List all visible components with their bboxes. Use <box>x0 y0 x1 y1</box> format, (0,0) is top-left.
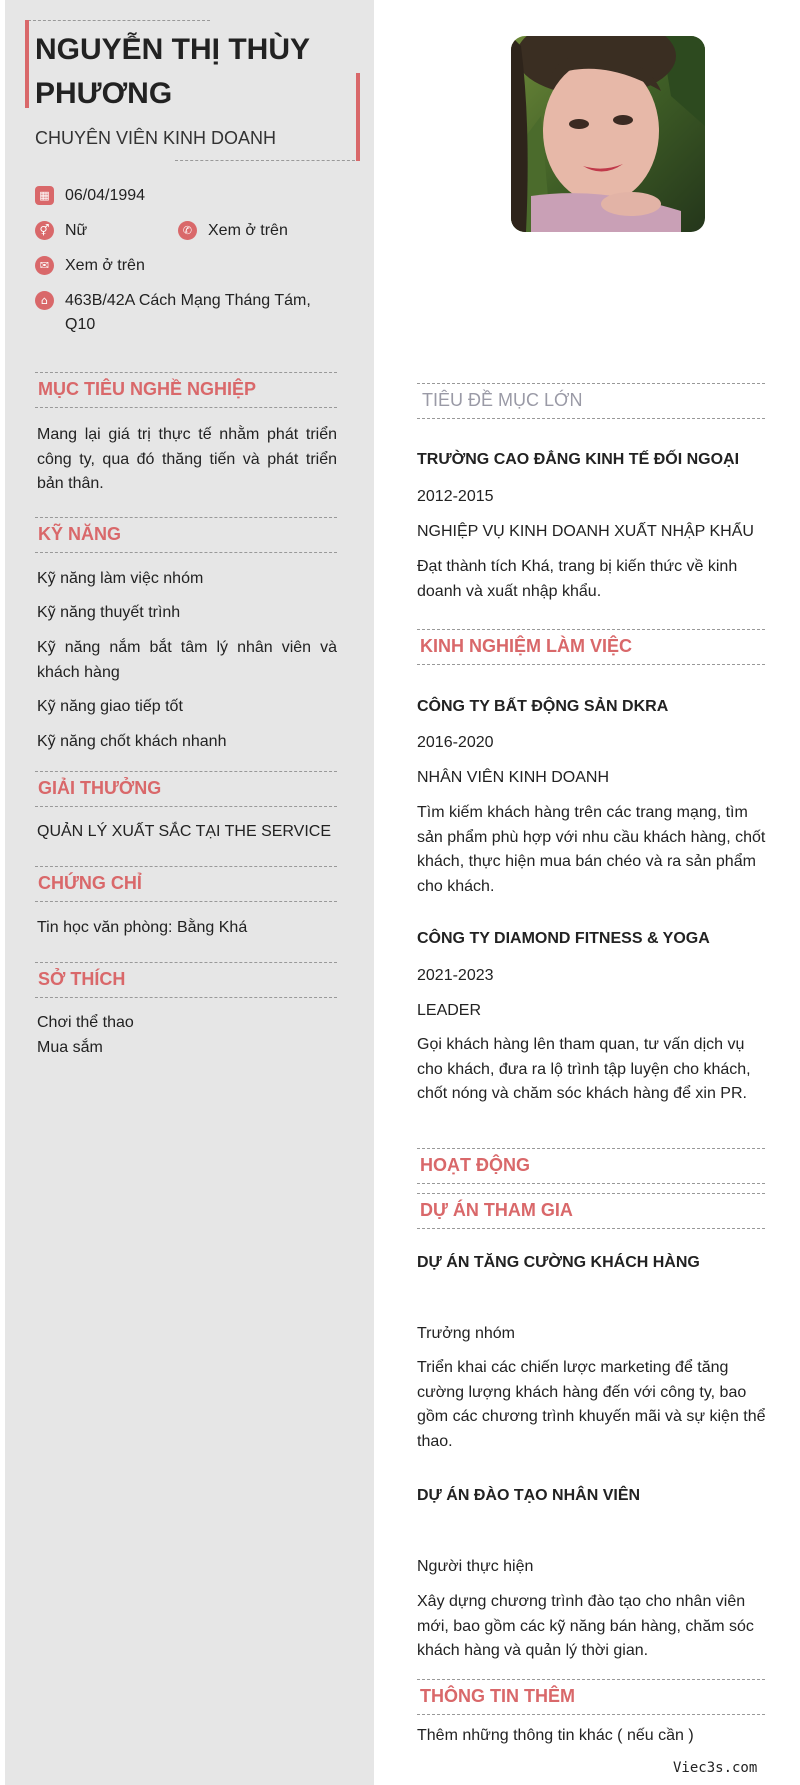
skill-item: Kỹ năng nắm bắt tâm lý nhân viên và khách hàng <box>37 639 337 681</box>
birthday-text: 06/04/1994 <box>65 187 146 204</box>
more-info-text: Thêm những thông tin khác ( nếu cần ) <box>417 1727 694 1744</box>
skill-item: Kỹ năng chốt khách nhanh <box>37 733 227 750</box>
project-role: Trưởng nhóm <box>417 1325 515 1342</box>
section-projects-title: DỰ ÁN THAM GIA <box>420 1200 573 1220</box>
email-icon: ✉ <box>35 256 54 275</box>
section-more-heading <box>417 1679 765 1715</box>
section-certificates-heading <box>35 866 337 902</box>
award-text: QUẢN LÝ XUẤT SẮC TẠI THE SERVICE <box>37 823 332 840</box>
watermark: Viec3s.com <box>673 1760 758 1776</box>
section-skills-title: KỸ NĂNG <box>38 524 122 544</box>
education-period: 2012-2015 <box>417 488 494 505</box>
email-text: Xem ở trên <box>65 257 145 274</box>
section-education-title: TIÊU ĐỀ MỤC LỚN <box>422 390 583 410</box>
section-experience-title: KINH NGHIỆM LÀM VIỆC <box>420 636 633 656</box>
job-description: Tìm kiếm khách hàng trên các trang mạng, tìm sản phẩm phù hợp với nhu cầu khách hàng, chốt khách, thực hiện mua bán chéo và ra sản phẩm cho khách. <box>417 804 766 895</box>
education-school: TRƯỜNG CAO ĐẲNG KINH TẾ ĐỐI NGOẠI <box>417 451 740 468</box>
section-objective-title: MỤC TIÊU NGHỀ NGHIỆP <box>38 379 257 399</box>
candidate-position: CHUYÊN VIÊN KINH DOANH <box>35 128 277 148</box>
address-text: 463B/42A Cách Mạng Tháng Tám, Q10 <box>65 292 311 333</box>
education-major: NGHIỆP VỤ KINH DOANH XUẤT NHẬP KHẨU <box>417 523 754 540</box>
job-company: CÔNG TY DIAMOND FITNESS & YOGA <box>417 930 710 947</box>
section-certificates-title: CHỨNG CHỈ <box>38 873 142 893</box>
profile-photo <box>511 36 705 232</box>
job-period: 2016-2020 <box>417 734 494 751</box>
header-accent-bar-right <box>356 73 360 161</box>
hobby-item: Mua sắm <box>37 1039 103 1056</box>
skill-item: Kỹ năng làm việc nhóm <box>37 570 204 587</box>
job-role: NHÂN VIÊN KINH DOANH <box>417 769 610 786</box>
section-objective-heading <box>35 372 337 408</box>
gender-icon: ⚥ <box>35 221 54 240</box>
section-hobbies-heading <box>35 962 337 998</box>
project-role: Người thực hiện <box>417 1558 534 1575</box>
header-accent-bar-left <box>25 20 29 108</box>
education-description: Đạt thành tích Khá, trang bị kiến thức về kinh doanh và xuất nhập khẩu. <box>417 558 738 600</box>
objective-text: Mang lại giá trị thực tế nhằm phát triển công ty, qua đó thăng tiến và phát triển bản thân. <box>37 426 337 492</box>
calendar-icon: ▦ <box>35 186 54 205</box>
section-education-heading <box>417 383 765 419</box>
phone-icon: ✆ <box>178 221 197 240</box>
section-skills-heading <box>35 517 337 553</box>
section-activities-title: HOẠT ĐỘNG <box>420 1155 530 1175</box>
candidate-name: NGUYỄN THỊ THÙY PHƯƠNG <box>35 33 310 110</box>
skill-item: Kỹ năng giao tiếp tốt <box>37 698 183 715</box>
header-bottom-divider <box>175 160 355 161</box>
hobby-item: Chơi thể thao <box>37 1014 134 1031</box>
skill-item: Kỹ năng thuyết trình <box>37 604 181 621</box>
section-activities-heading <box>417 1148 765 1184</box>
job-company: CÔNG TY BẤT ĐỘNG SẢN DKRA <box>417 698 669 715</box>
project-description: Triển khai các chiến lược marketing để tăng cường lượng khách hàng đến với công ty, bao gồm các chương trình khuyến mãi và sự kiện thể thao. <box>417 1359 766 1450</box>
section-more-title: THÔNG TIN THÊM <box>420 1686 575 1706</box>
job-description: Gọi khách hàng lên tham quan, tư vấn dịch vụ cho khách, đưa ra lộ trình tập luyện cho khách, chốt nóng và chăm sóc khách hàng để xin PR. <box>417 1036 751 1102</box>
section-experience-heading <box>417 629 765 665</box>
section-awards-title: GIẢI THƯỞNG <box>38 778 162 798</box>
job-period: 2021-2023 <box>417 967 494 984</box>
home-icon: ⌂ <box>35 291 54 310</box>
project-name: DỰ ÁN ĐÀO TẠO NHÂN VIÊN <box>417 1487 641 1504</box>
project-description: Xây dựng chương trình đào tạo cho nhân viên mới, bao gồm các kỹ năng bán hàng, chăm sóc khách hàng và quản lý thời gian. <box>417 1593 754 1659</box>
section-hobbies-title: SỞ THÍCH <box>38 969 126 989</box>
job-role: LEADER <box>417 1002 482 1019</box>
section-projects-heading <box>417 1193 765 1229</box>
header-top-divider <box>28 20 210 21</box>
phone-text: Xem ở trên <box>208 222 288 239</box>
certificate-text: Tin học văn phòng: Bằng Khá <box>37 919 248 936</box>
project-name: DỰ ÁN TĂNG CƯỜNG KHÁCH HÀNG <box>417 1254 700 1271</box>
section-awards-heading <box>35 771 337 807</box>
gender-text: Nữ <box>65 222 88 239</box>
